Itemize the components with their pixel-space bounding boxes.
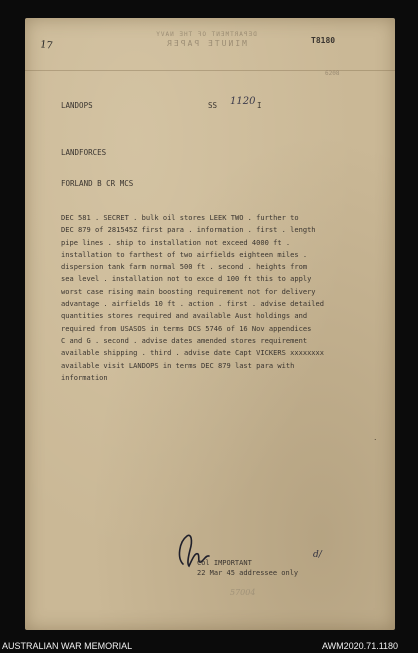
- archive-accession-number: AWM2020.71.1180: [322, 641, 399, 651]
- message-body: [61, 212, 381, 384]
- letterhead-line: MINUTE PAPER: [165, 39, 247, 48]
- body-line: required from USASOS in terms DCS 5746 of 16 Nov appendices: [61, 323, 312, 333]
- body-line: available shipping . third . advise date Capt VICKERS xxxxxxxx: [61, 348, 325, 358]
- letterhead-stamp: [151, 30, 261, 48]
- reference-number: T8180: [311, 36, 336, 45]
- pencil-reference: 57004: [230, 588, 256, 597]
- body-line: advantage . airfields 10 ft . action . first . advise detailed: [61, 299, 325, 309]
- body-line: worst case rising main boosting requirement not for delivery: [61, 286, 316, 296]
- signature-line: Col IMPORTANT: [197, 559, 252, 567]
- paper-mark: .: [374, 432, 377, 442]
- info-line: FORLAND B CR MCS: [61, 179, 134, 188]
- header-right-code: 6208: [325, 70, 340, 77]
- ref-suffix: I: [257, 101, 262, 110]
- ref-prefix: SS: [208, 101, 218, 110]
- body-line: pipe lines . ship to installation not exceed 4000 ft .: [61, 237, 291, 247]
- signature-block: [197, 558, 298, 578]
- body-line: information: [61, 372, 108, 382]
- header-divider: [25, 70, 395, 71]
- letterhead-line: DEPARTMENT OF THE NAVY: [155, 31, 257, 38]
- ref-handwritten: 1120: [230, 96, 256, 107]
- body-line: DEC 879 of 281545Z first para . information . first . length: [61, 225, 316, 235]
- body-line: sea level . installation not to exce d 100 ft this to apply: [61, 274, 312, 284]
- body-line: installation to farthest of two airfields eighteen miles .: [61, 249, 308, 259]
- pencil-mark: 17: [39, 39, 54, 52]
- body-line: dispersion tank farm normal 500 ft . second . heights from: [61, 262, 308, 272]
- handwritten-initials: d/: [313, 550, 322, 560]
- document-page: [25, 18, 395, 630]
- body-line: DEC 581 . SECRET . bulk oil stores LEEK TWO . further to: [61, 213, 299, 222]
- body-line: quantities stores required and available Aust holdings and: [61, 311, 308, 321]
- body-line: available visit LANDOPS in terms DEC 879 last para with: [61, 360, 295, 370]
- to-line: LANDFORCES: [61, 148, 107, 157]
- from-line: LANDOPS: [61, 101, 93, 110]
- archive-caption: AUSTRALIAN WAR MEMORIAL: [2, 641, 133, 651]
- body-line: C and G . second . advise dates amended stores requirement: [61, 335, 308, 345]
- signature-line: 22 Mar 45 addressee only: [197, 569, 299, 577]
